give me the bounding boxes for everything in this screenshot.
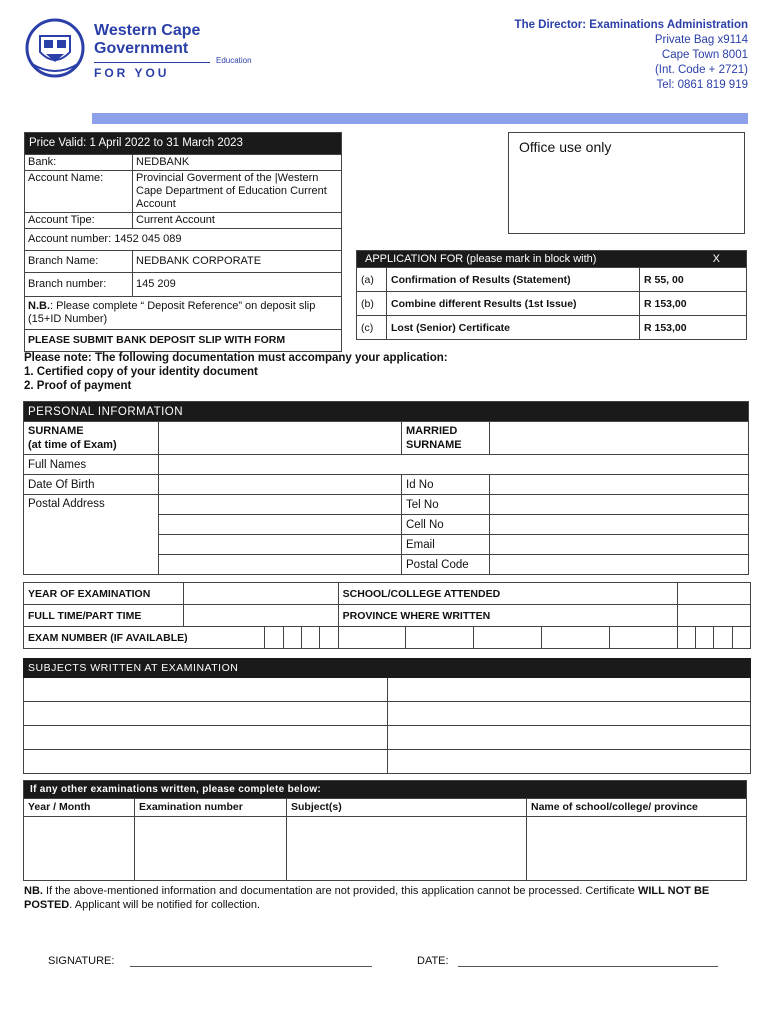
postal-address-label: Postal Address bbox=[24, 495, 159, 575]
surname-label-text: SURNAME bbox=[28, 425, 84, 437]
account-type-label: Account Tipe: bbox=[25, 213, 133, 229]
other-exams-header: If any other examinations written, please complete below: bbox=[24, 781, 747, 799]
school-label: SCHOOL/COLLEGE ATTENDED bbox=[338, 583, 677, 605]
married-surname-field[interactable] bbox=[490, 422, 749, 455]
final-note-bold: WILL NOT BE POSTED bbox=[24, 885, 710, 911]
branch-number-label: Branch number: bbox=[25, 273, 133, 297]
surname-label-sub: (at time of Exam) bbox=[28, 439, 117, 451]
address-block bbox=[515, 18, 748, 93]
col-subjects: Subject(s) bbox=[287, 799, 527, 817]
application-price: R 153,00 bbox=[640, 292, 747, 316]
final-note-text2: . Applicant will be notified for collection. bbox=[69, 899, 261, 911]
exam-number-digit[interactable] bbox=[283, 627, 301, 649]
id-no-field[interactable] bbox=[490, 475, 749, 495]
subject-field[interactable] bbox=[24, 750, 388, 774]
cell-no-field[interactable] bbox=[490, 515, 749, 535]
subject-field[interactable] bbox=[24, 726, 388, 750]
exam-number-digit[interactable] bbox=[714, 627, 732, 649]
deposit-note bbox=[25, 297, 342, 330]
deposit-note-text: : Please complete “ Deposit Reference” on deposit slip (15+ID Number) bbox=[28, 300, 316, 325]
price-valid: Price Valid: 1 April 2022 to 31 March 2023 bbox=[25, 133, 342, 155]
surname-field[interactable] bbox=[159, 422, 402, 455]
year-of-exam-label: YEAR OF EXAMINATION bbox=[24, 583, 184, 605]
application-letter: (a) bbox=[357, 268, 387, 292]
col-exam-number: Examination number bbox=[135, 799, 287, 817]
subject-field[interactable] bbox=[388, 678, 751, 702]
application-label: Confirmation of Results (Statement) bbox=[387, 268, 640, 292]
note-line: 1. Certified copy of your identity document bbox=[24, 366, 258, 378]
email-field[interactable] bbox=[490, 535, 749, 555]
account-name-label: Account Name: bbox=[25, 171, 133, 213]
note-line: 2. Proof of payment bbox=[24, 380, 132, 392]
final-note-prefix: NB. bbox=[24, 885, 43, 897]
subjects-field[interactable] bbox=[287, 817, 527, 881]
account-number: Account number: 1452 045 089 bbox=[25, 229, 342, 251]
note-line: Please note: The following documentation must accompany your application: bbox=[24, 352, 448, 364]
personal-info-header: PERSONAL INFORMATION bbox=[24, 402, 749, 422]
address-title: The Director: Examinations Administration bbox=[514, 19, 748, 31]
subject-field[interactable] bbox=[388, 750, 751, 774]
brand-tagline: FOR YOU bbox=[94, 66, 170, 80]
address-line: Cape Town 8001 bbox=[661, 49, 748, 61]
other-exams-table bbox=[23, 780, 747, 881]
exam-number-label: EXAM NUMBER (IF AVAILABLE) bbox=[24, 627, 265, 649]
fulltime-field[interactable] bbox=[184, 605, 339, 627]
postal-address-field[interactable] bbox=[159, 515, 402, 535]
exam-number-field[interactable] bbox=[135, 817, 287, 881]
postal-code-field[interactable] bbox=[490, 555, 749, 575]
address-line: (Int. Code + 2721) bbox=[654, 64, 748, 76]
application-price: R 55, 00 bbox=[640, 268, 747, 292]
email-label: Email bbox=[402, 535, 490, 555]
col-school: Name of school/college/ province bbox=[527, 799, 747, 817]
application-mark: X bbox=[712, 253, 720, 265]
postal-address-field[interactable] bbox=[159, 535, 402, 555]
date-line[interactable] bbox=[458, 966, 718, 967]
exam-details-table bbox=[23, 582, 751, 649]
fulltime-label: FULL TIME/PART TIME bbox=[24, 605, 184, 627]
full-names-label: Full Names bbox=[24, 455, 159, 475]
brand-department: Education bbox=[216, 56, 252, 65]
exam-number-digit[interactable] bbox=[338, 627, 406, 649]
exam-number-digit[interactable] bbox=[609, 627, 677, 649]
branch-number-value: 145 209 bbox=[133, 273, 342, 297]
exam-number-digit[interactable] bbox=[677, 627, 695, 649]
col-year-month: Year / Month bbox=[24, 799, 135, 817]
application-row-b[interactable] bbox=[357, 292, 747, 316]
subjects-table bbox=[23, 658, 751, 774]
exam-number-digit[interactable] bbox=[474, 627, 542, 649]
year-month-field[interactable] bbox=[24, 817, 135, 881]
submit-instruction: PLEASE SUBMIT BANK DEPOSIT SLIP WITH FORM bbox=[25, 330, 342, 352]
date-label: DATE: bbox=[417, 955, 449, 967]
subject-field[interactable] bbox=[24, 702, 388, 726]
school-field[interactable] bbox=[527, 817, 747, 881]
documentation-note bbox=[24, 351, 448, 393]
application-table bbox=[356, 250, 747, 340]
exam-number-digit[interactable] bbox=[542, 627, 610, 649]
branch-name-label: Branch Name: bbox=[25, 251, 133, 273]
exam-number-digit[interactable] bbox=[732, 627, 750, 649]
tel-no-label: Tel No bbox=[402, 495, 490, 515]
school-field[interactable] bbox=[677, 583, 750, 605]
account-name-value: Provincial Goverment of the |Western Cape Department of Education Current Account bbox=[133, 171, 342, 213]
married-surname-label bbox=[402, 422, 490, 455]
address-line: Tel: 0861 819 919 bbox=[656, 79, 748, 91]
branch-name-value: NEDBANK CORPORATE bbox=[133, 251, 342, 273]
province-label: PROVINCE WHERE WRITTEN bbox=[338, 605, 677, 627]
exam-number-digit[interactable] bbox=[695, 627, 713, 649]
postal-address-field[interactable] bbox=[159, 495, 402, 515]
bank-value: NEDBANK bbox=[133, 155, 342, 171]
application-header bbox=[357, 251, 747, 268]
western-cape-logo bbox=[22, 18, 88, 78]
application-price: R 153,00 bbox=[640, 316, 747, 340]
dob-field[interactable] bbox=[159, 475, 402, 495]
brand-line2: Government bbox=[94, 40, 189, 57]
year-of-exam-field[interactable] bbox=[184, 583, 339, 605]
deposit-note-prefix: N.B. bbox=[28, 300, 50, 312]
subject-field[interactable] bbox=[388, 726, 751, 750]
address-line: Private Bag x9114 bbox=[654, 34, 748, 46]
postal-address-field[interactable] bbox=[159, 555, 402, 575]
brand-line1: Western Cape bbox=[94, 22, 201, 39]
surname-label bbox=[24, 422, 159, 455]
id-no-label: Id No bbox=[402, 475, 490, 495]
account-type-value: Current Account bbox=[133, 213, 342, 229]
exam-number-digit[interactable] bbox=[406, 627, 474, 649]
header-bar bbox=[92, 113, 748, 124]
application-label: Combine different Results (1st Issue) bbox=[387, 292, 640, 316]
brand-divider bbox=[94, 62, 210, 63]
exam-number-digit[interactable] bbox=[320, 627, 338, 649]
application-letter: (c) bbox=[357, 316, 387, 340]
final-note bbox=[24, 884, 744, 912]
office-use-label: Office use only bbox=[519, 139, 612, 155]
signature-line[interactable] bbox=[130, 966, 372, 967]
personal-info-table bbox=[23, 401, 749, 575]
cell-no-label: Cell No bbox=[402, 515, 490, 535]
subject-field[interactable] bbox=[388, 702, 751, 726]
signature-label: SIGNATURE: bbox=[48, 955, 115, 967]
exam-number-digit[interactable] bbox=[265, 627, 283, 649]
final-note-text: If the above-mentioned information and documentation are not provided, this application cannot be processed. Certificate bbox=[42, 885, 638, 897]
postal-code-label: Postal Code bbox=[402, 555, 490, 575]
tel-no-field[interactable] bbox=[490, 495, 749, 515]
province-field[interactable] bbox=[677, 605, 750, 627]
office-use-box bbox=[508, 132, 745, 234]
bank-details-table bbox=[24, 132, 342, 352]
subject-field[interactable] bbox=[24, 678, 388, 702]
application-letter: (b) bbox=[357, 292, 387, 316]
full-names-field[interactable] bbox=[159, 455, 749, 475]
application-row-a[interactable] bbox=[357, 268, 747, 292]
application-row-c[interactable] bbox=[357, 316, 747, 340]
application-header-label: APPLICATION FOR (please mark in block with) bbox=[365, 253, 597, 265]
application-label: Lost (Senior) Certificate bbox=[387, 316, 640, 340]
exam-number-digit[interactable] bbox=[302, 627, 320, 649]
subjects-header: SUBJECTS WRITTEN AT EXAMINATION bbox=[24, 659, 751, 678]
bank-label: Bank: bbox=[25, 155, 133, 171]
dob-label: Date Of Birth bbox=[24, 475, 159, 495]
married-label-text: MARRIED bbox=[406, 425, 458, 437]
married-label-sub: SURNAME bbox=[406, 439, 462, 451]
